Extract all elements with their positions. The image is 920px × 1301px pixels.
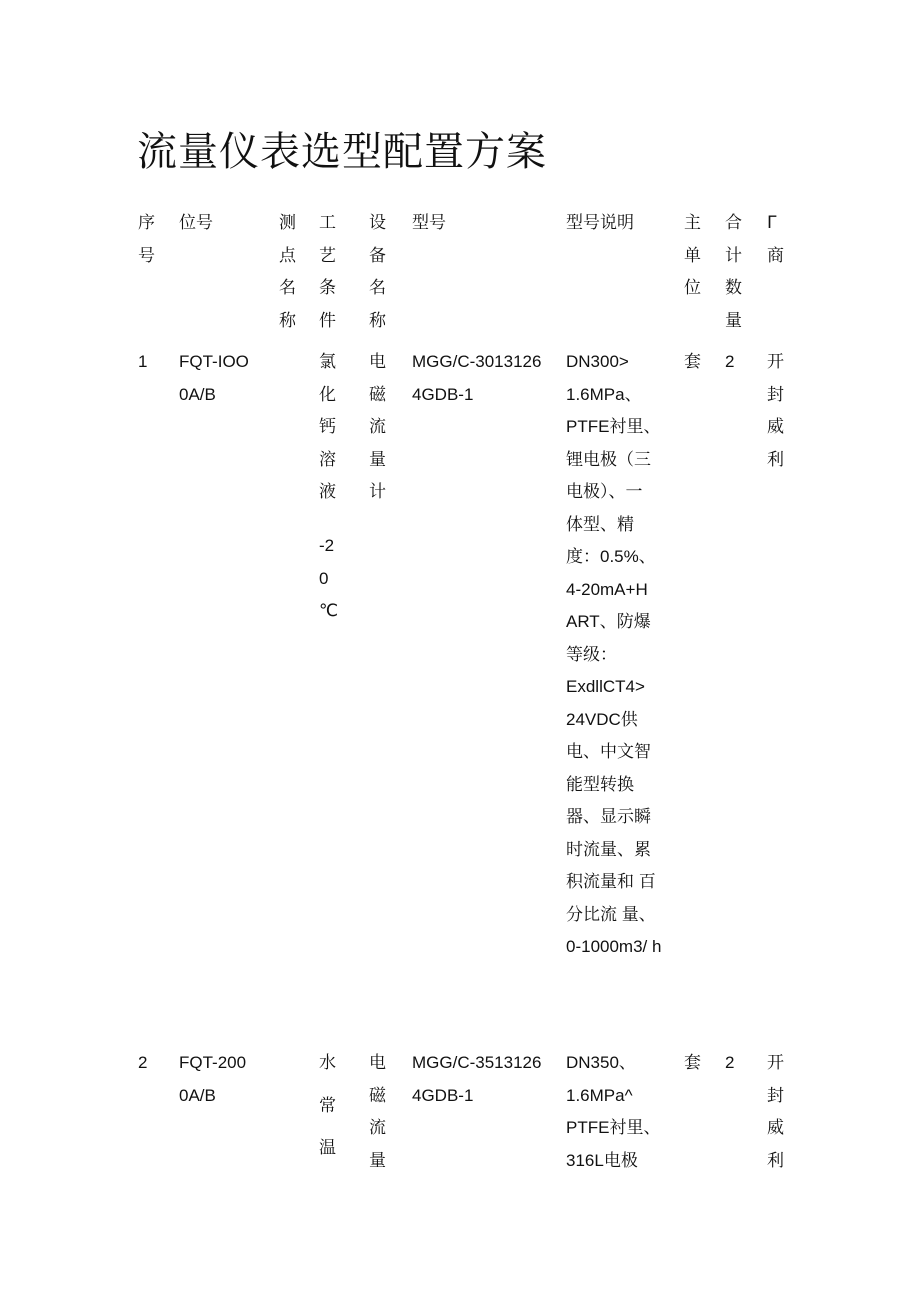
cell-text-line: 量 [369,449,386,470]
cell-text-line: FQT-IOO [179,352,249,371]
cell-text-line: DN350、 [566,1053,636,1072]
row2-qty [725,1047,734,1080]
cell-text-line: 积流量和 百 [566,872,656,891]
cell-text-line: 单 [684,245,701,266]
cell-text-line: 316L电极 [566,1150,638,1170]
cell-text-line: ART、防爆 [566,612,651,631]
cell-text-line: 1 [138,352,148,371]
cell-text-line: 号 [138,245,155,266]
cell-text-line: 位 [684,278,701,298]
row2-unit [684,1047,701,1080]
cell-text-line: -2 [319,536,335,555]
cell-text-line: 温 [319,1138,336,1158]
cell-text-line: PTFE衬里、 [566,417,661,436]
cell-text-line: 封 [767,384,784,405]
header-unit [684,207,701,305]
cell-text-line: 度：0.5%、 [566,547,656,566]
cell-text-line: 电 [369,352,386,372]
row2-vendor [767,1047,784,1177]
cell-text-line: 常 [319,1095,336,1116]
cell-text-line: 24VDC供 [566,709,638,729]
row1-process-temp [319,530,338,628]
row1-vendor [767,346,784,476]
cell-text-line: 0-1000m3/ h [566,937,662,956]
cell-text-line: 能型转换 [566,774,634,794]
cell-text-line: 氯 [319,352,336,372]
cell-text-line: 0 [319,568,329,588]
cell-text-line: 数 [725,278,742,298]
cell-text-line: 器、显示瞬 [566,807,651,826]
header-process [319,207,336,337]
cell-text-line: 套 [684,352,701,372]
row1-qty [725,346,734,379]
cell-text-line: 2 [725,352,735,371]
row2-seq [138,1047,147,1080]
cell-text-line: 流 [369,1118,386,1138]
cell-text-line: 流 [369,417,386,437]
cell-text-line: Γ [767,213,777,233]
cell-text-line: 艺 [319,245,336,266]
cell-text-line: 4-20mA+H [566,579,648,599]
row1-device-name [369,346,386,509]
row2-process [319,1047,336,1165]
cell-text-line: 序 [138,213,155,233]
row1-model-desc [566,346,661,964]
cell-text-line: MGG/C-3013126 [412,352,542,371]
header-vendor [767,207,784,272]
cell-text-line: 体型、精 [566,514,634,534]
cell-text-line: 工 [319,213,336,233]
header-qty [725,207,742,337]
cell-text-line: 1.6MPa、 [566,384,642,404]
page-title: 流量仪表选型配置方案 [137,129,547,175]
cell-text-line: 设 [369,213,386,233]
cell-text-line: 点 [279,245,296,266]
cell-text-line: ExdllCT4> [566,677,645,696]
row2-model [412,1047,541,1112]
row1-model [412,346,541,411]
cell-text-line: 威 [767,417,784,437]
row1-unit [684,346,701,379]
header-model [412,207,446,240]
cell-text-line: 量 [369,1150,386,1171]
cell-text-line: 商 [767,245,784,266]
cell-text-line: 0A/B [179,384,216,404]
cell-text-line: 2 [725,1053,735,1072]
cell-text-line: 测 [279,213,296,233]
cell-text-line: FQT-200 [179,1053,247,1072]
cell-text-line: 磁 [369,1085,386,1106]
header-tag [179,207,213,240]
row1-tag [179,346,249,411]
cell-text-line: 主 [684,213,701,233]
cell-text-line: 计 [725,245,742,266]
row2-tag [179,1047,246,1112]
row1-process [319,346,336,509]
cell-text-line: 利 [767,1150,784,1171]
cell-text-line: 型号 [412,213,446,233]
cell-text-line: 钙 [319,417,336,437]
cell-text-line: 1.6MPa^ [566,1085,633,1105]
cell-text-line: 称 [369,310,386,331]
cell-text-line: 称 [279,310,296,331]
header-device-name [369,207,386,337]
cell-text-line: 量 [725,310,742,331]
cell-text-line: ℃ [319,601,339,620]
cell-text-line: 水 [319,1053,336,1073]
cell-text-line: 开 [767,1053,784,1073]
cell-text-line: 0A/B [179,1085,216,1105]
cell-text-line: 利 [767,449,784,470]
cell-text-line: 2 [138,1053,148,1072]
cell-text-line: 型号说明 [566,213,634,233]
cell-text-line: PTFE衬里、 [566,1118,661,1137]
row2-model-desc [566,1047,660,1177]
cell-text-line: 锂电极（三 [566,449,651,469]
cell-text-line: 4GDB-1 [412,1085,474,1105]
header-seq [138,207,155,272]
cell-text-line: DN300> [566,352,629,371]
cell-text-line: 开 [767,352,784,372]
cell-text-line: 计 [369,482,386,502]
cell-text-line: 电、中文智 [566,742,651,761]
cell-text-line: MGG/C-3513126 [412,1053,542,1072]
cell-text-line: 名 [279,278,296,298]
cell-text-line: 液 [319,482,336,502]
row1-seq [138,346,147,379]
cell-text-line: 电 [369,1053,386,1073]
cell-text-line: 位号 [179,213,213,233]
cell-text-line: 分比流 量、 [566,904,656,924]
cell-text-line: 合 [725,213,742,233]
header-point-name [279,207,296,337]
cell-text-line: 封 [767,1085,784,1106]
row2-device-name [369,1047,386,1177]
cell-text-line: 套 [684,1053,701,1073]
cell-text-line: 件 [319,310,336,331]
cell-text-line: 4GDB-1 [412,384,474,404]
cell-text-line: 磁 [369,384,386,405]
cell-text-line: 溶 [319,449,336,470]
cell-text-line: 备 [369,245,386,266]
cell-text-line: 电极）、一 [566,482,643,501]
cell-text-line: 时流量、累 [566,839,651,859]
cell-text-line: 威 [767,1118,784,1138]
cell-text-line: 化 [319,384,336,405]
cell-text-line: 等级： [566,644,617,664]
header-model-desc [566,207,634,240]
cell-text-line: 条 [319,278,336,298]
cell-text-line: 名 [369,278,386,298]
